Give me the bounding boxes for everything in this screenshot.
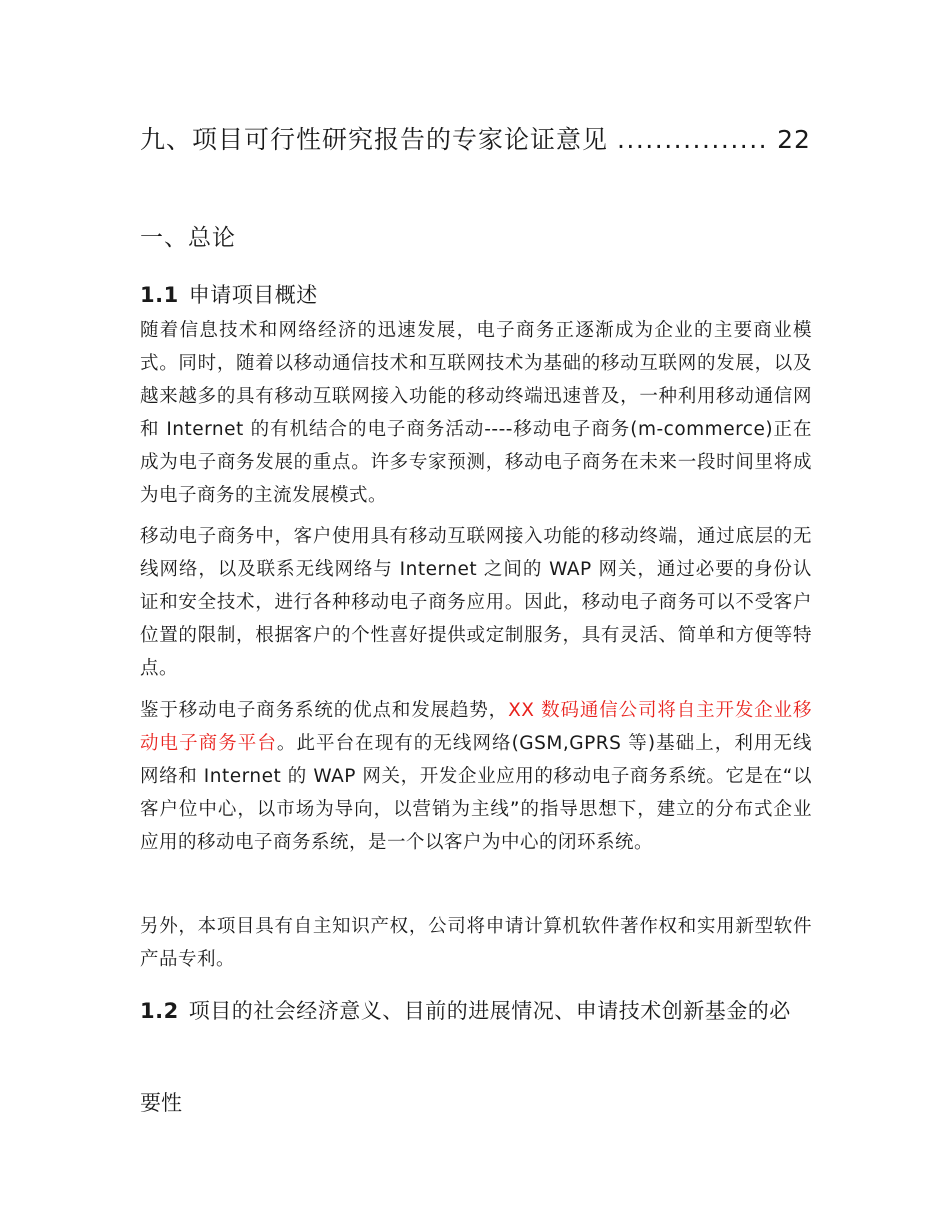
section-number: 1.2 — [140, 999, 179, 1023]
toc-entry[interactable] — [140, 118, 812, 161]
toc-entry-leader-dots: ................ — [616, 125, 769, 154]
chapter-heading: 一、总论 — [140, 225, 236, 251]
section-heading-1-1 — [140, 277, 812, 313]
toc-entry-page-number: 22 — [777, 125, 811, 154]
paragraph-3-lead: 鉴于移动电子商务系统的优点和发展趋势， — [140, 700, 509, 721]
paragraph-2: 移动电子商务中，客户使用具有移动互联网接入功能的移动终端，通过底层的无线网络，以及联系无线网络与 Internet 之间的 WAP 网关，通过必要的身份认证和安全技术，进行各种移动电子商务应用。因此，移动电子商务可以不受客户位置的限制，根据客户的个性喜好提供或定制服务，具有灵活、简单和方便等特点。 — [140, 526, 812, 679]
section-title: 项目的社会经济意义、目前的进展情况、申请技术创新基金的必 — [188, 999, 791, 1023]
heading-continuation: 要性 — [140, 1091, 182, 1115]
paragraph-1: 随着信息技术和网络经济的迅速发展，电子商务正逐渐成为企业的主要商业模式。同时，随着以移动通信技术和互联网技术为基础的移动互联网的发展，以及越来越多的具有移动互联网接入功能的移动终端迅速普及，一种利用移动通信网和 Internet 的有机结合的电子商务活动----移动电子商务(m-commerce)正在成为电子商务发展的重点。许多专家预测，移动电子商务在未来一段时间里将成为电子商务的主流发展模式。 — [140, 320, 812, 506]
paragraph-3-rest: 。此平台在现有的无线网络(GSM,GPRS 等)基础上，利用无线网络和 Internet 的 WAP 网关，开发企业应用的移动电子商务系统。它是在“以客户位中心，以市场为导向，以营销为主线”的指导思想下，建立的分布式企业应用的移动电子商务系统，是一个以客户为中心的闭环系统。 — [140, 733, 812, 853]
paragraph-4: 另外，本项目具有自主知识产权，公司将申请计算机软件著作权和实用新型软件产品专利。 — [140, 916, 812, 970]
section-number: 1.1 — [140, 283, 179, 307]
paragraph-3 — [140, 694, 812, 859]
highlighted-text: XX 数码通信公司将自主开发企业移动电子商务平台 — [140, 700, 812, 754]
section-title: 申请项目概述 — [188, 283, 318, 307]
section-heading-1-2 — [140, 993, 812, 1029]
toc-entry-title: 九、项目可行性研究报告的专家论证意见 — [140, 125, 609, 154]
